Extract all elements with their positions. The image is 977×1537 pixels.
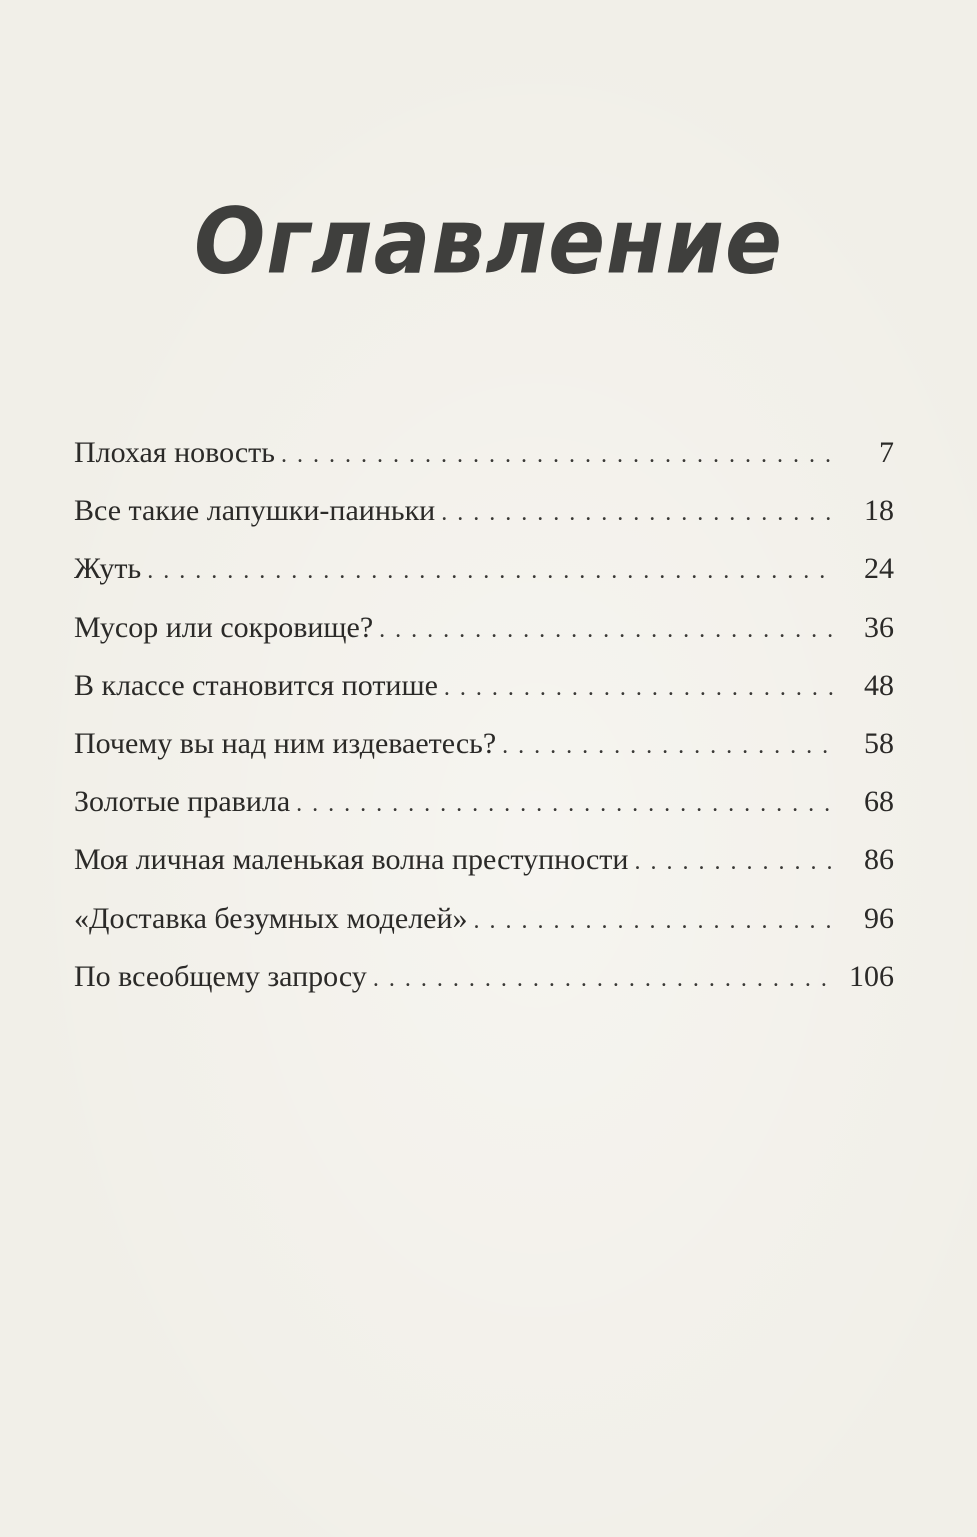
toc-entry-title: Мусор или сокровище? xyxy=(74,610,374,644)
toc-entry-title: Почему вы над ним издеваетесь? xyxy=(74,726,497,760)
toc-leader-dots xyxy=(296,775,834,833)
toc-leader-dots xyxy=(444,659,834,717)
toc-entry-title: По всеобщему запросу xyxy=(74,959,367,993)
toc-entry xyxy=(74,482,894,540)
toc-entry xyxy=(74,773,894,831)
toc-entry-title: Моя личная маленькая волна преступности xyxy=(74,843,629,877)
toc-entry-page: 48 xyxy=(864,668,894,702)
toc-entry-title: Золотые правила xyxy=(74,785,291,819)
toc-entry xyxy=(74,715,894,773)
toc-entry xyxy=(74,831,894,889)
toc-entry-page: 24 xyxy=(864,552,894,586)
toc-entry-title: Все такие лапушки-паиньки xyxy=(74,494,436,528)
toc-entry-title: В классе становится потише xyxy=(74,668,438,702)
toc-entry xyxy=(74,599,894,657)
toc-entry-page: 7 xyxy=(879,436,894,469)
toc-entry-page: 36 xyxy=(864,610,894,644)
toc-entry-page: 68 xyxy=(864,785,894,819)
toc-entry xyxy=(74,657,894,715)
toc-entry-title: «Доставка безумных моделей» xyxy=(74,901,468,935)
page-title: Оглавление xyxy=(193,188,784,294)
toc-leader-dots xyxy=(281,426,834,484)
toc-entry-title: Жуть xyxy=(74,552,142,586)
toc-entry-page: 96 xyxy=(864,901,894,935)
toc-entry-page: 86 xyxy=(864,843,894,877)
toc-leader-dots xyxy=(441,484,834,542)
toc-entry-page: 18 xyxy=(864,494,894,528)
toc-leader-dots xyxy=(634,833,834,891)
toc-entry xyxy=(74,948,894,1006)
toc-entry xyxy=(74,890,894,948)
toc-entry-page: 58 xyxy=(864,726,894,760)
toc-leader-dots xyxy=(147,542,834,600)
toc-leader-dots xyxy=(474,892,834,950)
toc-leader-dots xyxy=(379,601,834,659)
toc-entry-title: Плохая новость xyxy=(74,436,275,469)
toc-leader-dots xyxy=(373,950,834,1008)
toc-entry xyxy=(74,540,894,598)
toc-entry xyxy=(74,424,894,482)
toc-entry-page: 106 xyxy=(849,959,894,993)
toc-leader-dots xyxy=(502,717,834,775)
table-of-contents xyxy=(74,424,894,1006)
